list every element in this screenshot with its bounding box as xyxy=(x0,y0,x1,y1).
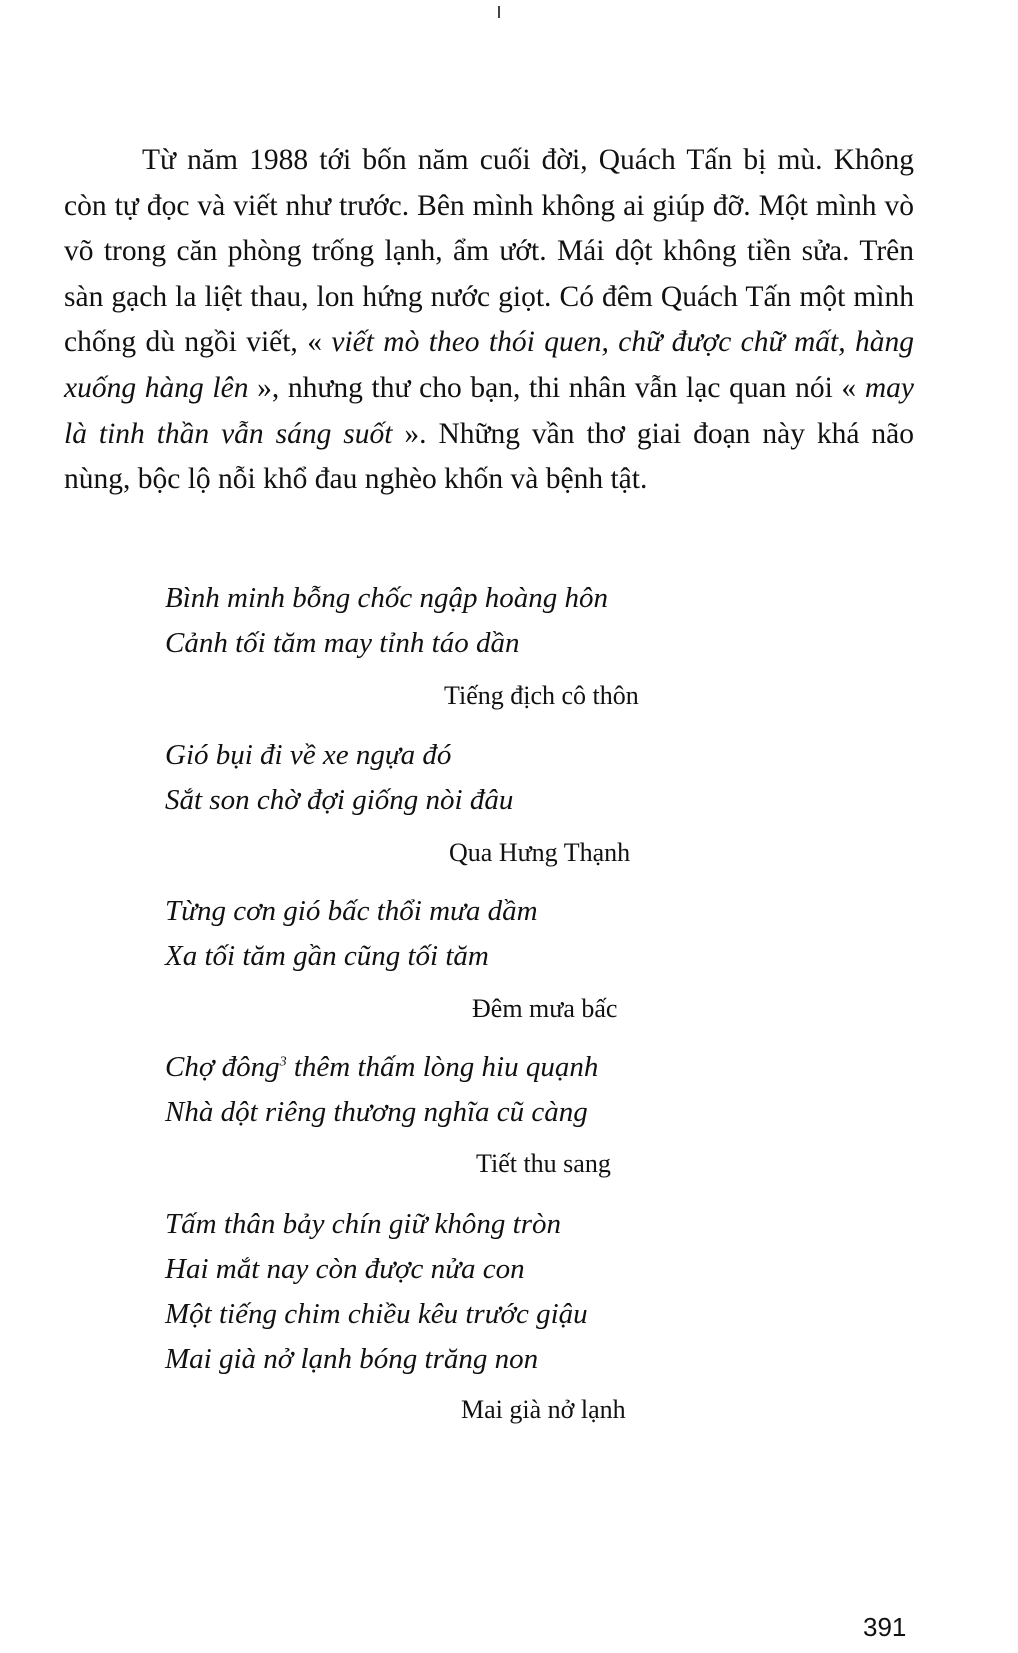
poem-stanza xyxy=(165,1202,588,1382)
poem-title: Tiếng địch cô thôn xyxy=(444,681,639,710)
poem-line-part: thêm thấm lòng hiu quạnh xyxy=(286,1051,599,1083)
poem-line-part: Chợ đông xyxy=(165,1051,280,1083)
poem-line: Gió bụi đi về xe ngựa đó xyxy=(165,739,452,771)
poem-title: Qua Hưng Thạnh xyxy=(449,838,631,867)
poem-title: Tiết thu sang xyxy=(476,1149,611,1178)
poem-line: Sắt son chờ đợi giống nòi đâu xyxy=(165,784,514,816)
intro-quote-1: viết mò theo thói quen, chữ được chữ mất, hàng xuống hàng lên xyxy=(64,326,915,404)
poem-line: Xa tối tăm gần cũng tối tăm xyxy=(165,940,489,972)
poem-title: Mai già nở lạnh xyxy=(461,1395,626,1424)
footnote-mark: 3 xyxy=(279,1054,287,1070)
scan-mark xyxy=(498,6,500,18)
intro-quote-2: may là tinh thần vẫn sáng suốt xyxy=(64,371,914,450)
poem-line: Mai già nở lạnh bóng trăng non xyxy=(165,1343,539,1375)
intro-paragraph xyxy=(64,138,914,503)
poem-stanza xyxy=(165,576,608,666)
poem-stanza xyxy=(165,1045,598,1135)
poem-line: Tấm thân bảy chín giữ không tròn xyxy=(165,1208,562,1240)
poem-line: Nhà dột riêng thương nghĩa cũ càng xyxy=(165,1096,588,1128)
poem-line: Từng cơn gió bấc thổi mưa dầm xyxy=(165,895,538,927)
poem-line: Cảnh tối tăm may tỉnh táo dần xyxy=(165,627,520,659)
poem-stanza xyxy=(165,733,513,823)
poem-line: Một tiếng chim chiều kêu trước giậu xyxy=(165,1298,588,1330)
poem-line: Bình minh bỗng chốc ngập hoàng hôn xyxy=(165,582,609,614)
intro-text-2: », nhưng thư cho bạn, thi nhân vẫn lạc quan nói « xyxy=(257,371,857,404)
page-number: 391 xyxy=(863,1612,907,1642)
poem-stanza xyxy=(165,889,538,979)
poem-line: Hai mắt nay còn được nửa con xyxy=(165,1253,525,1285)
poem-line xyxy=(165,1045,598,1090)
intro-text-3: ». Những vần thơ giai đoạn này khá não nùng, bộc lộ nỗi khổ đau nghèo khốn và bệnh tật. xyxy=(64,417,915,496)
intro-text-1: Từ năm 1988 tới bốn năm cuối đời, Quách Tấn bị mù. Không còn tự đọc và viết như trước. Bên mình không ai giúp đỡ. Một mình vò võ trong căn phòng trống lạnh, ẩm ướt. Mái dột không tiền sửa. Trên sàn gạch la liệt thau, lon hứng nước giọt. Có đêm Quách Tấn một mình chống dù ngồi viết, « xyxy=(64,144,914,359)
poem-title: Đêm mưa bấc xyxy=(472,994,618,1023)
